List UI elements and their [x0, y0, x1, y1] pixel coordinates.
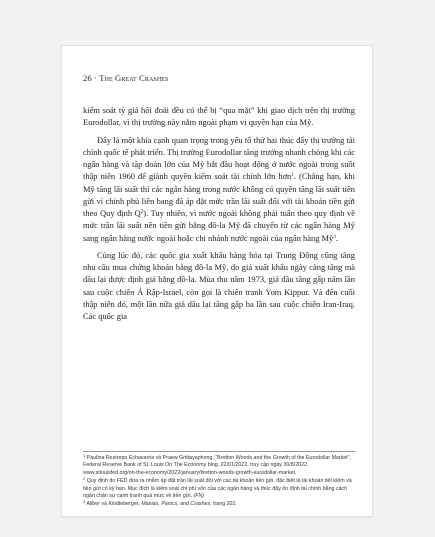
paragraph-3: [83, 249, 355, 323]
footnote-3-text-b: , trang 202.: [210, 501, 237, 508]
footnote-3-number: 3: [83, 499, 86, 505]
paragraph-2-text-c: ). Tuy nhiên, vì nước ngoài không phải tuân theo quy định về mức trần lãi suất nên tiền gửi bằng đô-la Mỹ đã chuyển từ các ngân hàng Mỹ sang ngân hàng nước ngoài hoặc chi nhánh nước ngoài của ngân hàng Mỹ: [83, 208, 355, 243]
paragraph-2-text-b: . (Chẳng hạn, khi Mỹ tăng lãi suất thì các ngân hàng trong nước không có quyền tăng lãi suất tiền gửi vì chính phủ liên bang đã áp đặt mức trần lãi suất đối với tài khoản tiền gửi theo Quy định Q: [83, 171, 355, 218]
footnote-3-text-a: Aliber và Kindleberger,: [86, 501, 142, 508]
footnote-ref-2[interactable]: 2: [140, 209, 144, 215]
footnote-2: [83, 478, 353, 500]
running-title: The Great Crashes: [99, 73, 169, 83]
footnote-1-number: 1: [83, 453, 86, 458]
paragraph-2-text-d: .: [335, 232, 338, 243]
footnote-divider: [83, 451, 355, 452]
footnotes: [83, 455, 353, 510]
paragraph-2: [83, 134, 355, 244]
body-text: [83, 104, 355, 322]
footnote-1: [83, 455, 353, 477]
footnote-ref-1[interactable]: 1: [291, 172, 294, 179]
footnote-2-text: Quy định do FED đưa ra nhằm áp đặt trần lãi suất đối với các tài khoản tiền gửi, đặc biệt là tài khoản tiết kiệm và tiền gửi có kỳ hạn. Mục đích là kiểm soát chi phí vốn của các ngân hàng và thúc đẩy ổn định tài chính bằng cách ngăn chặn sự cạnh tranh quá mức về tiền gửi.: [83, 478, 352, 499]
paragraph-3-text: Cùng lúc đó, các quốc gia xuất khẩu hàng hóa tại Trung Đông cũng tăng nhu cầu mua chứng khoán bằng đô-la Mỹ, do giá xuất khẩu ngày càng tăng mà dầu lại được định giá bằng đô-la. Mùa thu năm 1973, giá dầu tăng gấp năm lần sau cuộc chiến Ả Rập-Israel, còn gọi là chiến tranh Yom Kippur. Và đến cuối thập niên đó, một lần nữa giá dầu lại tăng gấp ba lần sau cuộc chiến Iran-Iraq. Các quốc gia: [83, 249, 355, 321]
footnote-3: [83, 501, 353, 508]
paragraph-1-text: kiểm soát tỷ giá hối đoái đều có thể bị “qua mặt” khi giao dịch trên thị trường Eurodollar, vì thị trường này nằm ngoài phạm vi quyền hạn của Mỹ.: [83, 105, 355, 128]
footnote-3-book-title: Manias, Panics, and Crashes: [141, 501, 211, 508]
footnote-2-note: (FN): [193, 492, 205, 499]
book-page: [62, 46, 372, 516]
page-number: 26: [83, 73, 92, 83]
running-header: [83, 73, 168, 83]
footnote-ref-3[interactable]: 3: [333, 233, 336, 240]
paragraph-2-text-a: Đây là một khía cạnh quan trọng trong yếu tố thứ hai thúc đẩy thị trường tài chính quốc tế phát triển. Thị trường Eurodollar tăng trưởng nhanh chóng khi các ngân hàng và tập đoàn lớn của Mỹ bắt đầu hoạt động ở nước ngoài trong suốt thập niên 1960 để giành quyền kiểm soát tài chính lớn hơn: [83, 134, 355, 182]
paragraph-1: [83, 104, 355, 129]
footnote-1-text: Paulina Restrepo Echavarria và Praew Grittayaphong, “Bretton Woods and the Growth of the Eurodollar Market”, Federal Reserve Bank of St. Louis On The Economy blog, 22/01/2022, truy cập ngày 30/8/2022, www.stlouisfed.org/on-the-economy/2022/january/bretton-woods-growth-eurodollar-market.: [83, 455, 352, 476]
header-separator: ·: [94, 73, 98, 83]
footnote-2-number: 2: [83, 476, 86, 482]
